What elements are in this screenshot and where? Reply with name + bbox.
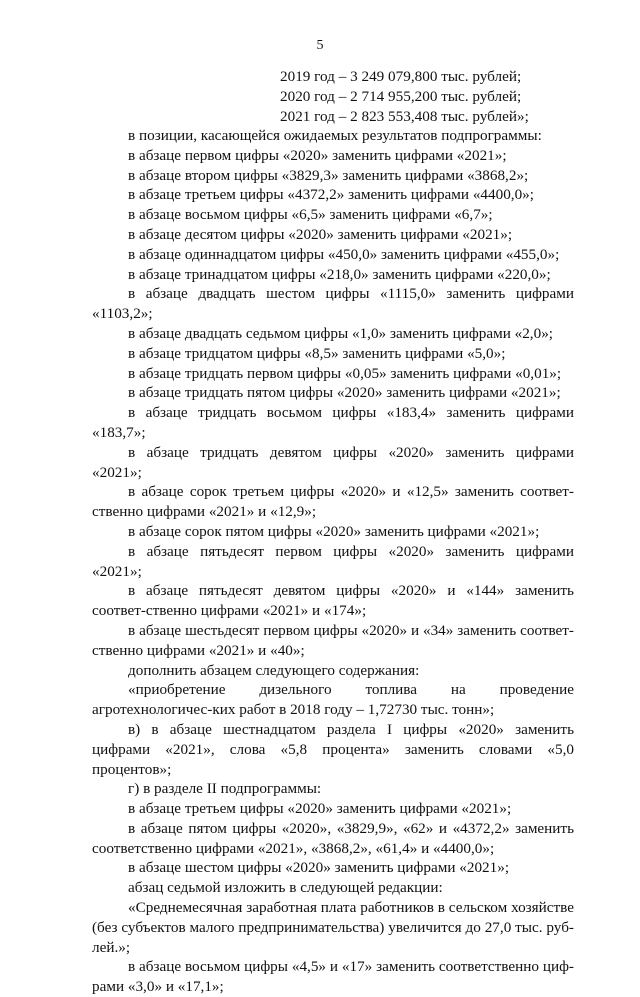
paragraph: в абзаце сорок пятом цифры «2020» заменить цифрами «2021»; xyxy=(128,522,540,540)
paragraph: в абзаце тридцатом цифры «8,5» заменить цифрами «5,0»; xyxy=(128,344,506,362)
paragraph: в абзаце пятом цифры «2020», «3829,9», «62» и «4372,2» заменить соответственно цифрами «2021», «3868,2», «61,4» и «4400,0»; xyxy=(92,819,574,857)
paragraph: г) в разделе II подпрограммы: xyxy=(128,780,322,798)
paragraph: дополнить абзацем следующего содержания: xyxy=(128,661,420,679)
paragraph: в абзаце восьмом цифры «4,5» и «17» заменить соответственно циф-рами «3,0» и «17,1»; xyxy=(92,958,574,996)
paragraph: в абзаце первом цифры «2020» заменить цифрами «2021»; xyxy=(128,146,507,164)
page-number: 5 xyxy=(316,38,324,53)
paragraph: в абзаце тридцать первом цифры «0,05» заменить цифрами «0,01»; xyxy=(128,364,562,382)
paragraph: в позиции, касающейся ожидаемых результатов подпрограммы: xyxy=(128,127,542,144)
paragraph: в абзаце двадцать шестом цифры «1115,0» заменить цифрами «1103,2»; xyxy=(92,285,574,323)
paragraph: в абзаце десятом цифры «2020» заменить цифрами «2021»; xyxy=(128,225,513,243)
paragraph: в абзаце тридцать пятом цифры «2020» заменить цифрами «2021»; xyxy=(128,384,561,402)
paragraph: в абзаце тринадцатом цифры «218,0» заменить цифрами «220,0»; xyxy=(128,265,551,283)
paragraph: в абзаце восьмом цифры «6,5» заменить цифрами «6,7»; xyxy=(128,206,493,224)
paragraph: «Среднемесячная заработная плата работников в сельском хозяйстве (без субъектов малого предпринимательства) увеличится до 27,0 тыс. руб-лей.»; xyxy=(92,899,574,956)
budget-line-2020: 2020 год – 2 714 955,200 тыс. рублей; xyxy=(280,88,522,105)
paragraph: в абзаце пятьдесят девятом цифры «2020» и «144» заменить соответ-ственно цифрами «2021» и «174»; xyxy=(92,582,574,620)
paragraph: в абзаце третьем цифры «4372,2» заменить цифрами «4400,0»; xyxy=(128,186,534,204)
paragraph: в абзаце пятьдесят первом цифры «2020» заменить цифрами «2021»; xyxy=(92,542,574,580)
paragraph: абзац седьмой изложить в следующей редакции: xyxy=(128,879,443,897)
paragraph: в абзаце сорок третьем цифры «2020» и «12,5» заменить соответ-ственно цифрами «2021» и «12,9»; xyxy=(92,483,574,521)
budget-block xyxy=(280,67,529,127)
paragraph: в абзаце втором цифры «3829,3» заменить цифрами «3868,2»; xyxy=(128,166,529,184)
budget-line-2019: 2019 год – 3 249 079,800 тыс. рублей; xyxy=(280,68,522,85)
paragraph: в абзаце тридцать восьмом цифры «183,4» заменить цифрами «183,7»; xyxy=(92,404,574,441)
paragraph: в абзаце двадцать седьмом цифры «1,0» заменить цифрами «2,0»; xyxy=(128,324,554,342)
paragraph: в абзаце одиннадцатом цифры «450,0» заменить цифрами «455,0»; xyxy=(128,245,560,263)
paragraph: в) в абзаце шестнадцатом раздела I цифры «2020» заменить цифрами «2021», слова «5,8 процента» заменить словами «5,0 процентов»; xyxy=(92,720,574,778)
paragraph: в абзаце тридцать девятом цифры «2020» заменить цифрами «2021»; xyxy=(92,443,574,481)
paragraph: в абзаце шестом цифры «2020» заменить цифрами «2021»; xyxy=(128,859,510,877)
document-body xyxy=(92,126,574,997)
paragraph: «приобретение дизельного топлива на проведение агротехнологичес-ких работ в 2018 году – 1,72730 тыс. тонн»; xyxy=(92,681,574,719)
budget-line-2021: 2021 год – 2 823 553,408 тыс. рублей»; xyxy=(280,108,529,125)
paragraph: в абзаце шестьдесят первом цифры «2020» и «34» заменить соответ-ственно цифрами «2021» и «40»; xyxy=(92,621,574,659)
paragraph: в абзаце третьем цифры «2020» заменить цифрами «2021»; xyxy=(128,800,512,818)
